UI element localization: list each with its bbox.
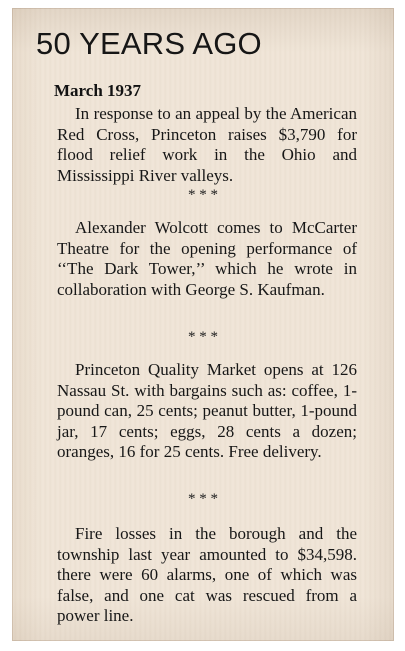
news-item-quality-market: Princeton Quality Market opens at 126 Nassau St. with bargains such as: coffee, 1-pound can, 25 cents; peanut butter, 1-pound jar, 17 cents; eggs, 28 cents a dozen; oranges, 16 for 25 cents. Free delivery. bbox=[57, 360, 357, 462]
separator-text: * * * bbox=[188, 491, 218, 507]
news-item-red-cross: In response to an appeal by the American Red Cross, Princeton raises $3,790 for flood relief work in the Ohio and Mississippi River valleys. bbox=[57, 104, 357, 185]
news-item-mccarter-theatre: Alexander Wolcott comes to McCarter Theatre for the opening performance of ‘‘The Dark Tower,’’ which he wrote in collaboration with George S. Kaufman. bbox=[57, 218, 357, 299]
news-item-fire-losses: Fire losses in the borough and the township last year amounted to $34,598. there were 60 alarms, one of which was false, and one cat was rescued from a power line. bbox=[57, 524, 357, 626]
section-separator bbox=[12, 491, 394, 507]
separator-text: * * * bbox=[188, 187, 218, 203]
newspaper-clipping bbox=[12, 8, 394, 641]
page-title: 50 YEARS AGO bbox=[36, 26, 262, 61]
section-separator bbox=[12, 329, 394, 345]
section-heading: March 1937 bbox=[54, 81, 142, 100]
separator-text: * * * bbox=[188, 329, 218, 345]
section-separator bbox=[12, 187, 394, 203]
